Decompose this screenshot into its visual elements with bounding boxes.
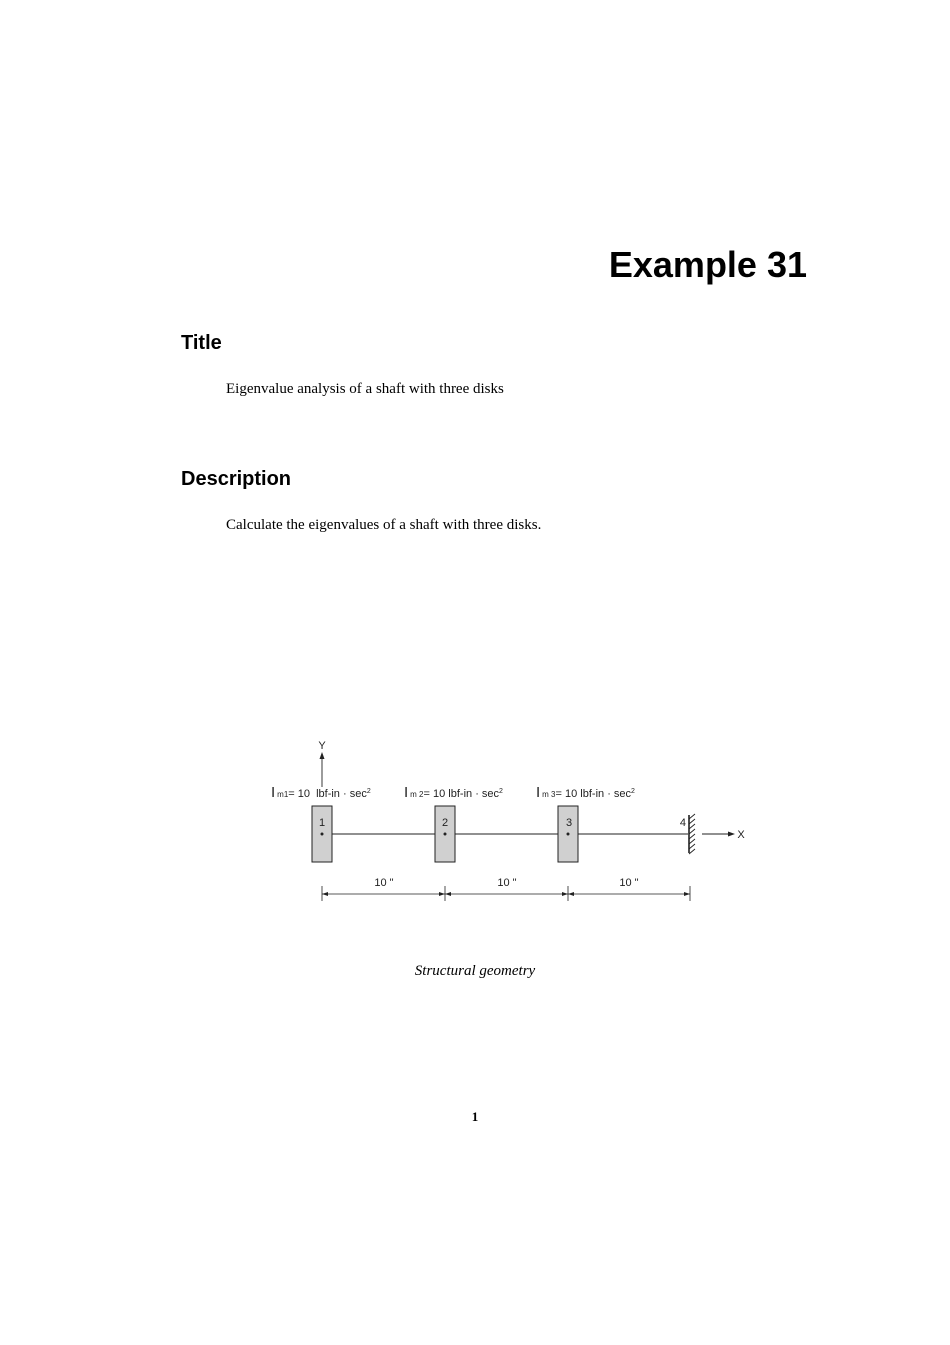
- disk-3-center-dot: [567, 833, 570, 836]
- dimension-label-3: 10 ": [619, 877, 639, 889]
- node-1-label: 1: [318, 817, 326, 829]
- section-heading-description: Description: [181, 468, 292, 490]
- section-body-description: Calculate the eigenvalues of a shaft with three disks.: [226, 517, 542, 533]
- inertia-label-1: Im1= 10 $lbf-in \cdot \sec^2$: [271, 784, 371, 801]
- node-3-label: 3: [565, 817, 573, 829]
- dimension-label-1: 10 ": [374, 877, 394, 889]
- section-body-title: Eigenvalue analysis of a shaft with three disks: [226, 381, 504, 397]
- inertia-label-2: Im 2= 10 $lbf-in \cdot \sec^2$: [404, 784, 503, 801]
- disk-2-center-dot: [444, 833, 447, 836]
- dimension-label-2: 10 ": [497, 877, 517, 889]
- node-2-label: 2: [441, 817, 449, 829]
- node-4-label: 4: [679, 817, 686, 829]
- disk-1-center-dot: [321, 833, 324, 836]
- page-number: 1: [471, 1109, 479, 1124]
- y-axis-arrowhead: [320, 752, 325, 759]
- chapter-title: Example 31: [608, 244, 807, 285]
- figure-caption: Structural geometry: [414, 963, 536, 979]
- inertia-label-3: Im 3= 10 $lbf-in \cdot \sec^2$: [536, 784, 635, 801]
- section-heading-title: Title: [181, 332, 222, 354]
- x-axis-label: X: [737, 829, 745, 841]
- x-axis-arrowhead: [728, 832, 735, 837]
- fixed-support-hatching: [689, 814, 695, 854]
- y-axis-label: Y: [318, 740, 326, 752]
